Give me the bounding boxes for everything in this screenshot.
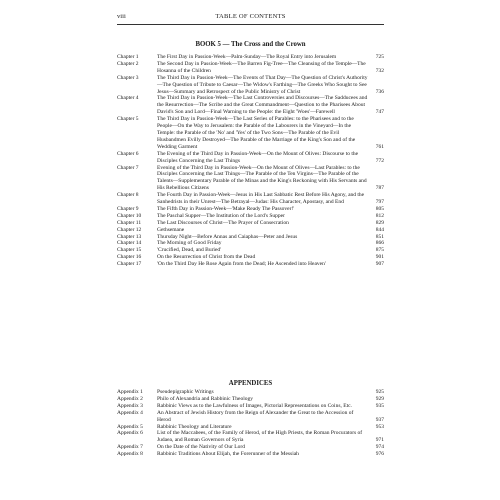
- chapter-entry-page: 736: [375, 88, 384, 95]
- chapter-entry-title: The Paschal Supper—The Institution of the Lord's Supper: [157, 212, 285, 219]
- chapter-entry-title: The Evening of the Third Day in Passion-Week—On the Mount of Olives: Discourse to the Disciples Concerning the Last Things: [157, 150, 359, 164]
- chapter-entry: [117, 75, 384, 96]
- appendix-entry-page: 937: [375, 416, 384, 423]
- appendix-entry-title: Philo of Alexandria and Rabbinic Theology: [157, 395, 253, 402]
- chapter-entry-page: 829: [375, 219, 384, 226]
- book-title: BOOK 5 — The Cross and the Crown: [195, 41, 306, 48]
- running-head: [117, 13, 384, 21]
- appendix-entry-page: 935: [375, 402, 384, 409]
- chapter-entry-label: Chapter 1: [117, 54, 139, 60]
- appendix-entry-title: Rabbinic Views as to the Lawfulness of Images, Pictorial Representations on Coins, Etc.: [157, 402, 352, 409]
- chapter-entry-page: 844: [375, 226, 384, 233]
- chapter-entry: [117, 165, 384, 193]
- appendix-entry: [117, 430, 384, 444]
- chapter-entry-title: The Second Day in Passion-Week—The Barren Fig-Tree—The Cleansing of the Temple—The Hosanna of the Children: [157, 60, 366, 74]
- chapter-entry: [117, 95, 384, 116]
- appendix-entry-label: Appendix 1: [117, 389, 143, 395]
- chapter-entry-page: 851: [375, 233, 384, 240]
- chapter-entry-title: Evening of the Third Day in Passion-Week—On the Mount of Olives—Last Parables: to the Disciples Concerning the Last Things—The Parable of the Ten Virgins—The Parable of the Talents—Supplementary Parable of the Minas and the King's Reckoning with His Servants and His Rebellious Citizens: [157, 164, 367, 192]
- chapter-entry-title: The Fifth Day in Passion-Week—'Make Ready The Passover!': [157, 205, 295, 212]
- appendix-entry: [117, 451, 384, 458]
- chapter-entry: [117, 116, 384, 151]
- chapter-entry-label: Chapter 14: [117, 240, 142, 247]
- chapter-entry-page: 901: [375, 254, 384, 261]
- chapter-entry-label: Chapter 13: [117, 233, 142, 240]
- chapter-entry-label: Chapter 8: [117, 192, 139, 199]
- chapter-entry-page: 805: [375, 205, 384, 212]
- chapter-entry-page: 866: [375, 240, 384, 247]
- appendices-title: APPENDICES: [228, 380, 273, 387]
- appendix-entry-page: 929: [375, 395, 384, 402]
- appendix-entry: [117, 403, 384, 410]
- chapter-entry: [117, 261, 384, 268]
- appendix-entry-label: Appendix 3: [117, 402, 143, 409]
- header-rule: [117, 24, 384, 25]
- appendix-entry-label: Appendix 4: [117, 409, 143, 416]
- chapter-entry-title: Gethsemane: [157, 226, 185, 233]
- running-title: TABLE OF CONTENTS: [215, 13, 286, 20]
- chapter-entry-page: 725: [375, 54, 384, 60]
- appendix-entry-label: Appendix 7: [117, 444, 143, 451]
- page-number: viii: [117, 13, 126, 20]
- chapter-entry-label: Chapter 9: [117, 205, 139, 212]
- chapter-entry-page: 787: [375, 185, 384, 192]
- chapter-entry-title: The Last Discourses of Christ—The Prayer of Consecration: [157, 219, 289, 226]
- appendix-entry-page: 976: [375, 451, 384, 458]
- chapter-entry-page: 812: [375, 212, 384, 219]
- chapter-entry: [117, 213, 384, 220]
- chapter-entry-label: Chapter 2: [117, 60, 139, 67]
- chapter-entry-title: The First Day in Passion-Week—Palm-Sunday—The Royal Entry into Jerusalem: [157, 54, 337, 60]
- appendix-entry-label: Appendix 5: [117, 423, 143, 430]
- appendix-entry: [117, 389, 384, 396]
- chapter-entry-title: Thursday Night—Before Annas and Caiaphas—Peter and Jesus: [157, 233, 298, 240]
- appendix-entry-title: Rabbinic Traditions About Elijah, the Forerunner of the Messiah: [157, 451, 299, 458]
- chapter-entry-label: Chapter 3: [117, 74, 139, 81]
- chapter-entry-page: 772: [375, 157, 384, 164]
- chapter-entry-title: 'Crucified, Dead, and Buried': [157, 247, 222, 254]
- appendix-entry-page: 971: [375, 437, 384, 444]
- chapter-entry: [117, 61, 384, 75]
- appendix-entry-title: On the Date of the Nativity of Our Lord: [157, 444, 245, 451]
- appendix-entry-title: Rabbinic Theology and Literature: [157, 423, 232, 430]
- chapter-entry-page: 732: [375, 67, 384, 74]
- chapter-entry-title: On the Resurrection of Christ from the Dead: [157, 254, 256, 261]
- chapter-entry: [117, 151, 384, 165]
- appendix-entry-title: List of the Maccabees, of the Family of Herod, of the High Priests, the Roman Procurators of Judaea, and Roman Governors of Syria: [157, 430, 363, 444]
- chapter-entry-page: 875: [375, 247, 384, 254]
- chapter-entry-page: 797: [375, 199, 384, 206]
- appendix-entry-label: Appendix 6: [117, 430, 143, 437]
- chapter-entry: [117, 54, 384, 61]
- chapter-entry: [117, 192, 384, 206]
- chapter-entry-label: Chapter 5: [117, 116, 139, 123]
- chapter-entry-page: 747: [375, 109, 384, 116]
- appendix-entry-title: Pseudepigraphic Writings: [157, 389, 214, 395]
- chapter-entry-label: Chapter 17: [117, 261, 142, 268]
- appendix-list: [117, 389, 384, 458]
- chapter-entry-title: The Third Day in Passion-Week—The Events of That Day—The Question of Christ's Authority—The Question of Tribute to Caesar—The Widow's Farthing—The Greeks Who Sought to See Jesus—Summary and Retrospect of the Public Ministry of Christ: [157, 74, 368, 95]
- appendix-entry-title: An Abstract of Jewish History from the Reign of Alexander the Great to the Accession of Herod: [157, 409, 354, 423]
- chapter-entry: [117, 227, 384, 234]
- chapter-entry-label: Chapter 7: [117, 164, 139, 171]
- chapter-list: [117, 54, 384, 268]
- chapter-entry-page: 907: [375, 261, 384, 268]
- chapter-entry-title: The Third Day in Passion-Week—The Last Controversies and Discourses—The Sadducees and the Resurrection—The Scribe and the Great Commandment—Question to the Pharisees About David's Son and Lord—Final Warning to the People: the Eight 'Woes'—Farewell: [157, 95, 368, 116]
- chapter-entry-title: The Morning of Good Friday: [157, 240, 222, 247]
- chapter-entry-label: Chapter 10: [117, 212, 142, 219]
- chapter-entry-label: Chapter 12: [117, 226, 142, 233]
- appendix-entry-page: 953: [375, 423, 384, 430]
- chapter-entry-label: Chapter 6: [117, 150, 139, 157]
- appendix-entry-label: Appendix 2: [117, 395, 143, 402]
- chapter-entry-page: 761: [375, 143, 384, 150]
- appendix-entry: [117, 396, 384, 403]
- book-page: [100, 0, 400, 500]
- chapter-entry: [117, 220, 384, 227]
- chapter-entry-title: The Third Day in Passion-Week—The Last Series of Parables: to the Pharisees and to the People—On the Way to Jerusalem: the Parable of the Labourers in the Vineyard—In the Temple: the Parable of the 'No' and 'Yes' of the Two Sons—The Parable of the Evil Husbandmen Evilly Destroyed—The Parable of the Marriage of the King's Son and of the Wedding Garment: [157, 116, 356, 150]
- chapter-entry-label: Chapter 15: [117, 247, 142, 254]
- appendix-entry-page: 925: [375, 389, 384, 395]
- appendix-entry: [117, 410, 384, 424]
- appendix-entry-label: Appendix 8: [117, 451, 143, 458]
- chapter-entry-label: Chapter 4: [117, 95, 139, 102]
- chapter-entry-label: Chapter 11: [117, 219, 142, 226]
- chapter-entry: [117, 206, 384, 213]
- chapter-entry-title: The Fourth Day in Passion-Week—Jesus in His Last Sabbatic Rest Before His Agony, and the Sanhedrists in their Unrest—The Betrayal—Judas: His Character, Apostasy, and End: [157, 192, 365, 206]
- chapter-entry-title: 'On the Third Day He Rose Again from the Dead; He Ascended into Heaven': [157, 261, 326, 268]
- appendix-entry-page: 974: [375, 444, 384, 451]
- chapter-entry-label: Chapter 16: [117, 254, 142, 261]
